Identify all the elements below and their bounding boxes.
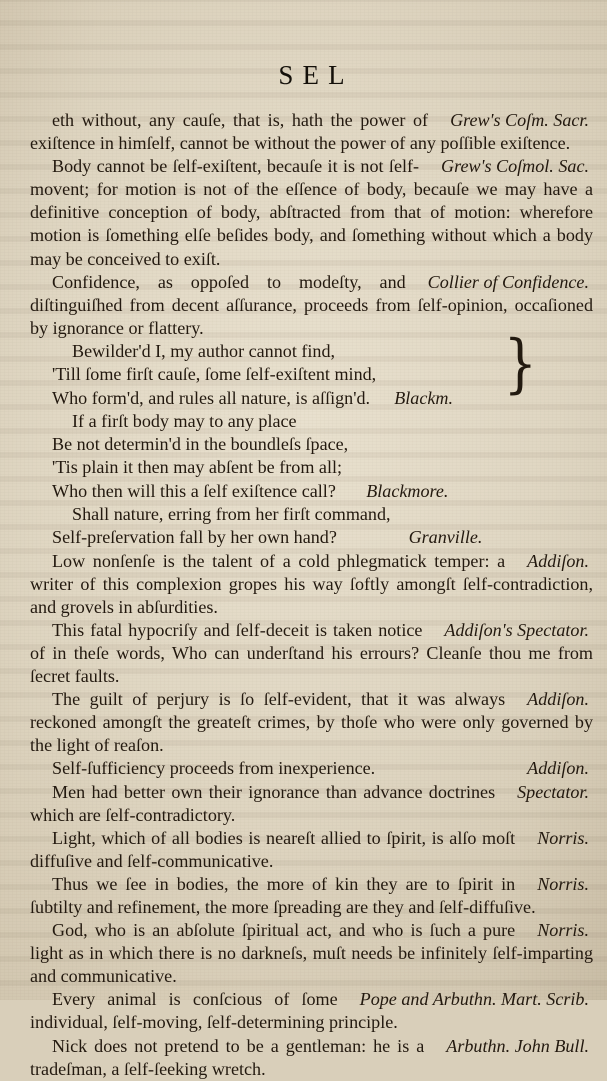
entry-norris-subtilty bbox=[30, 873, 593, 919]
verse-line: Shall nature, erring from her firſt command, bbox=[72, 504, 391, 525]
verse-blackmore-2 bbox=[30, 410, 593, 503]
entry-addison-sufficiency bbox=[30, 757, 593, 780]
citation: Pope and Arbuthn. Mart. Scrib. bbox=[359, 989, 589, 1010]
entry-text: eth without, any cauſe, that is, hath the power of exiſtence in himſelf, cannot be without the power of any poſſible exiſtence. bbox=[30, 110, 571, 154]
citation: Addiſon's Spectator. bbox=[444, 619, 589, 640]
decorative-brace: } bbox=[503, 326, 538, 401]
citation: Grew's Coſmol. Sac. bbox=[441, 156, 589, 177]
verse-line: Be not determin'd in the boundleſs ſpace, bbox=[52, 434, 349, 455]
citation: Spectator. bbox=[517, 781, 589, 802]
verse-attribution: Blackm. bbox=[394, 387, 453, 408]
entry-text: Thus we ſee in bodies, the more of kin they are to ſpirit in ſubtilty and refinement, the more ſpreading are they and ſelf-diffuſive. bbox=[30, 873, 536, 918]
entry-pope-arbuthnot bbox=[30, 988, 593, 1034]
citation: Addiſon. bbox=[527, 689, 589, 710]
entry-addisons-spectator bbox=[30, 619, 593, 688]
entry-grew-cosm-sacr bbox=[30, 109, 593, 155]
verse-blackmore-1 bbox=[30, 326, 593, 410]
entry-column bbox=[30, 109, 593, 1081]
citation: Addiſon. bbox=[527, 758, 589, 779]
verse-line: Who then will this a ſelf exiſtence call? bbox=[52, 480, 336, 501]
entry-text: Light, which of all bodies is neareſt allied to ſpirit, is alſo moſt diffuſive and ſelf-communicative. bbox=[30, 827, 516, 871]
verse-line: If a firſt body may to any place bbox=[72, 410, 297, 431]
citation: Arbuthn. John Bull. bbox=[446, 1035, 589, 1056]
citation: Norris. bbox=[537, 873, 589, 894]
citation: Norris. bbox=[537, 920, 589, 941]
entry-text: Men had better own their ignorance than advance doctrines which are ſelf-contradictory. bbox=[30, 781, 496, 825]
citation: Collier of Confidence. bbox=[427, 271, 589, 292]
entry-spectator-doctrines bbox=[30, 781, 593, 827]
citation: Addiſon. bbox=[527, 550, 589, 571]
entry-text: This fatal hypocriſy and ſelf-deceit is taken notice of in theſe words, Who can underſtand his errours? Cleanſe thou me from ſecret faults. bbox=[30, 619, 593, 687]
verse-attribution: Blackmore. bbox=[366, 480, 449, 501]
entry-arbuthnot-john-bull bbox=[30, 1035, 593, 1081]
entry-addison-perjury bbox=[30, 688, 593, 757]
citation: Norris. bbox=[537, 827, 589, 848]
entry-text: Body cannot be ſelf-exiſtent, becauſe it is not ſelf-movent; for motion is not of the eſſence of body, becauſe we may have a definitive conception of body, abſtracted from that of motion: wherefore motion is ſomething elſe beſides body, and ſomething without which a body may be conceived to exiſt. bbox=[30, 156, 593, 269]
entry-text: Nick does not pretend to be a gentleman: he is a tradeſman, a ſelf-ſeeking wretch. bbox=[30, 1035, 425, 1079]
entry-text: Low nonſenſe is the talent of a cold phlegmatick temper: a writer of this complexion gropes his way ſoftly amongſt ſelf-contradiction, and grovels in abſurdities. bbox=[30, 550, 593, 617]
entry-grew-cosmol-sac bbox=[30, 155, 593, 270]
verse-line: Bewilder'd I, my author cannot find, bbox=[72, 340, 336, 361]
verse-line: 'Till ſome firſt cauſe, ſome ſelf-exiſtent mind, bbox=[52, 364, 377, 385]
entry-addison-low-nonsense bbox=[30, 550, 593, 619]
citation: Grew's Coſm. Sacr. bbox=[450, 110, 589, 130]
entry-text: God, who is an abſolute ſpiritual act, and who is ſuch a pure light as in which there is no darkneſs, muſt needs be infinitely ſelf-imparting and communicative. bbox=[30, 920, 593, 987]
entry-norris-light bbox=[30, 827, 593, 873]
entry-text: Confidence, as oppoſed to modeſty, and diſtinguiſhed from decent aſſurance, proceeds from ſelf-opinion, occaſioned by ignorance or flattery. bbox=[30, 271, 593, 338]
running-head: SEL bbox=[278, 60, 354, 90]
verse-attribution: Granville. bbox=[408, 527, 483, 548]
verse-granville bbox=[30, 503, 593, 550]
entry-text: The guilt of perjury is ſo ſelf-evident, that it was always reckoned amongſt the greateſt crimes, by thoſe who were only governed by the light of reaſon. bbox=[30, 689, 593, 756]
entry-text: Self-ſufficiency proceeds from inexperience. bbox=[52, 758, 376, 779]
entry-norris-god bbox=[30, 919, 593, 988]
verse-line: Self-preſervation fall by her own hand? bbox=[52, 527, 337, 548]
entry-text: Every animal is conſcious of ſome individual, ſelf-moving, ſelf-determining principle. bbox=[30, 989, 398, 1033]
verse-line: Who form'd, and rules all nature, is aſſign'd. bbox=[52, 387, 371, 408]
verse-line: 'Tis plain it then may abſent be from all; bbox=[52, 457, 343, 478]
